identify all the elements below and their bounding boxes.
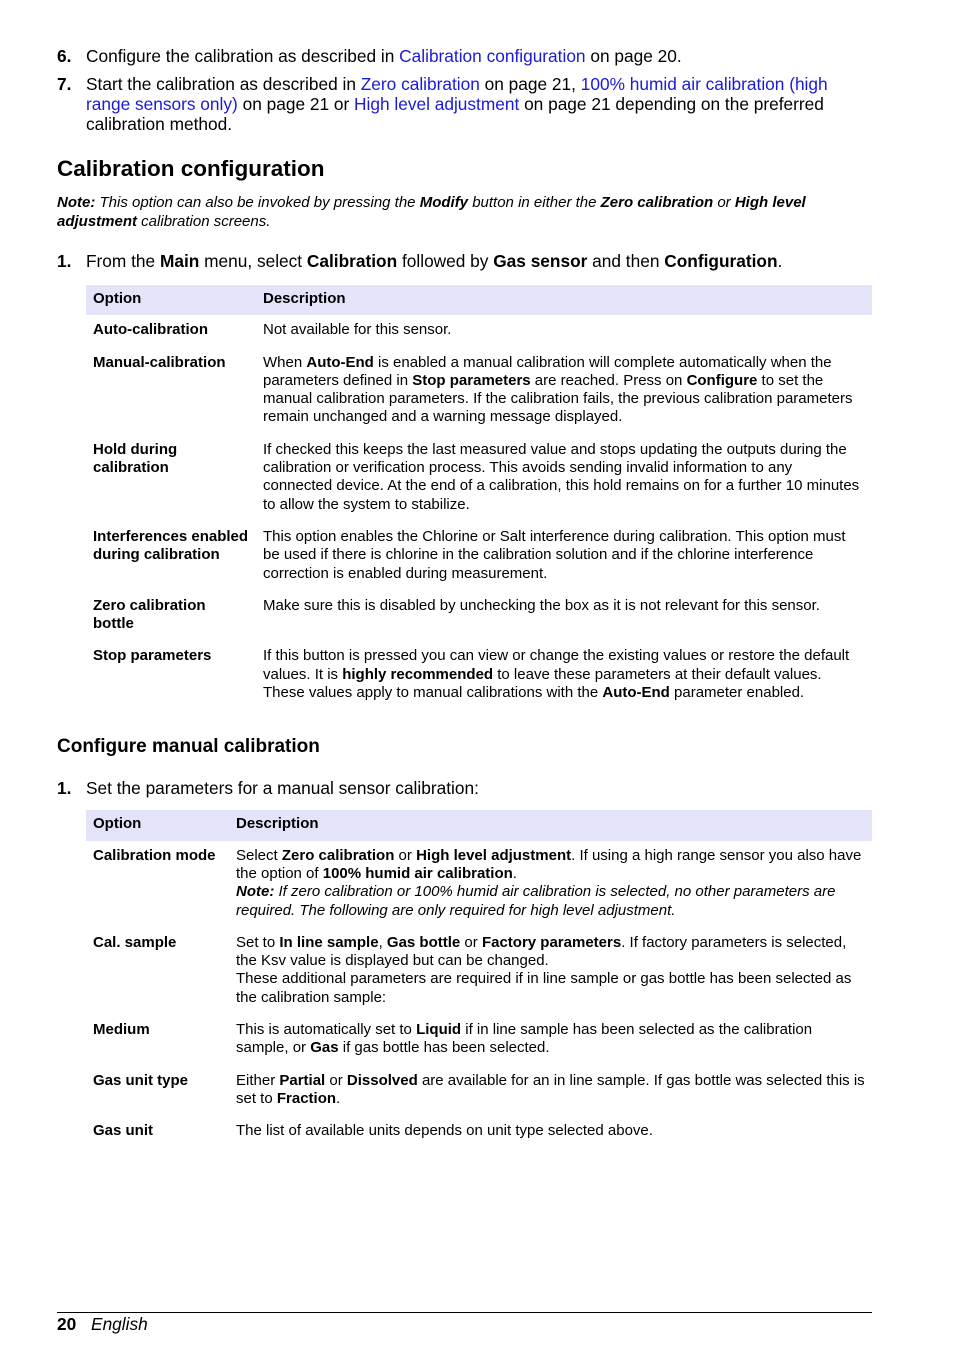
text-run: Configure xyxy=(686,371,758,389)
cross-reference-link[interactable]: Calibration configuration xyxy=(399,46,586,66)
description-cell xyxy=(256,315,872,347)
description-paragraph xyxy=(263,321,865,339)
numbered-step xyxy=(57,74,872,134)
cross-reference-link[interactable]: Zero calibration xyxy=(360,74,480,94)
text-run: 100% humid air calibration xyxy=(322,864,513,882)
description-cell xyxy=(256,435,872,522)
text-run: This option can also be invoked by pressing the xyxy=(95,194,420,211)
text-run: menu, select xyxy=(199,251,307,271)
option-cell: Zero calibration bottle xyxy=(93,596,206,633)
option-cell: Hold during calibration xyxy=(93,440,178,477)
text-run: High level adjustment xyxy=(57,194,806,230)
table-row xyxy=(86,522,872,591)
section2-step xyxy=(57,778,872,798)
text-run: Auto-End xyxy=(602,684,670,702)
option-cell: Auto-calibration xyxy=(93,321,208,339)
text-run: or xyxy=(713,194,735,211)
text-run: . xyxy=(777,251,783,271)
step-number: 1. xyxy=(57,778,72,799)
table-row xyxy=(86,348,872,435)
manual-calibration-table xyxy=(86,810,872,1148)
table-row xyxy=(86,1066,872,1117)
numbered-step xyxy=(57,778,872,798)
text-run: High level adjustment xyxy=(416,846,572,864)
text-run: Select xyxy=(236,846,282,864)
text-run: Partial xyxy=(279,1071,326,1089)
description-paragraph xyxy=(263,647,865,702)
cross-reference-link[interactable]: High level adjustment xyxy=(354,94,520,114)
table-row xyxy=(86,591,872,642)
text-run: These additional parameters are required if in line sample or gas bottle has been selected as the calibration sample: xyxy=(236,970,852,1006)
page-footer xyxy=(57,1312,872,1335)
text-run: . xyxy=(512,864,517,882)
text-run: to set the manual calibration parameters. If the calibration fails, the previous calibration parameters remain unchanged and a warning message displayed. xyxy=(263,371,853,426)
text-run: Modify xyxy=(419,194,469,211)
text-run: if gas bottle has been selected. xyxy=(338,1039,550,1057)
description-cell xyxy=(256,591,872,642)
section-heading-calibration-configuration: Calibration configuration xyxy=(57,156,325,181)
description-cell xyxy=(229,1015,872,1066)
section-heading-configure-manual-calibration: Configure manual calibration xyxy=(57,736,320,758)
description-paragraph xyxy=(236,1122,865,1140)
step-number: 1. xyxy=(57,251,72,271)
description-paragraph xyxy=(236,883,865,920)
text-run: Zero calibration xyxy=(600,194,714,211)
text-run: When xyxy=(263,353,307,371)
text-run: Calibration xyxy=(306,251,398,271)
description-paragraph xyxy=(236,934,865,971)
table-row xyxy=(86,1015,872,1066)
description-paragraph xyxy=(236,1072,865,1109)
text-run: . xyxy=(336,1089,341,1107)
option-cell: Interferences enabled during calibration xyxy=(93,527,249,564)
text-run: are available for an in line sample. If gas bottle was selected this is set to xyxy=(236,1071,865,1107)
description-cell xyxy=(229,1066,872,1117)
text-run: Configure the calibration as described in xyxy=(86,46,400,66)
table-row xyxy=(86,841,872,928)
text-run: are reached. Press on xyxy=(530,371,687,389)
text-run: followed by xyxy=(397,251,494,271)
text-run: Make sure this is disabled by unchecking the box as it is not relevant for this sensor. xyxy=(263,596,820,614)
text-run: on page 21 depending on the preferred calibration method. xyxy=(86,94,824,134)
description-cell xyxy=(229,928,872,1015)
table-row xyxy=(86,315,872,347)
text-run: Start the calibration as described in xyxy=(86,74,361,94)
text-run: Gas sensor xyxy=(493,251,588,271)
option-cell: Medium xyxy=(93,1021,150,1039)
description-paragraph xyxy=(236,970,865,1007)
text-run: highly recommended xyxy=(342,665,494,683)
section1-step xyxy=(57,251,872,271)
text-run: Note: xyxy=(236,883,275,901)
option-cell: Gas unit xyxy=(93,1122,154,1140)
description-paragraph xyxy=(263,354,865,427)
description-paragraph xyxy=(236,847,865,884)
text-run: Configuration xyxy=(664,251,778,271)
table-row xyxy=(86,1116,872,1148)
text-run: If zero calibration or 100% humid air calibration is selected, no other parameters are required. The following are only required for high level adjustment. xyxy=(236,883,836,919)
steps-list xyxy=(57,46,872,134)
option-cell: Cal. sample xyxy=(93,933,177,951)
description-paragraph xyxy=(263,441,865,514)
text-run: is enabled a manual calibration will complete automatically when the parameters defined in xyxy=(263,353,832,389)
text-run: Gas bottle xyxy=(386,933,461,951)
step-text xyxy=(86,778,872,798)
text-run: This is automatically set to xyxy=(236,1021,417,1039)
cross-reference-link[interactable]: 100% humid air calibration (high range sensors only) xyxy=(86,74,828,114)
text-run: , xyxy=(378,933,387,951)
text-run: calibration screens. xyxy=(137,212,271,230)
text-run: Set to xyxy=(236,933,280,951)
text-run: Dissolved xyxy=(346,1071,418,1089)
page-content xyxy=(57,46,872,1149)
text-run: or xyxy=(394,846,417,864)
option-cell: Manual-calibration xyxy=(93,353,226,371)
text-run: on page 21 or xyxy=(237,94,355,114)
text-run: Gas xyxy=(310,1039,339,1057)
text-run: Set the parameters for a manual sensor calibration: xyxy=(86,778,479,799)
description-cell xyxy=(229,841,872,928)
text-run: In line sample xyxy=(279,933,379,951)
option-cell: Gas unit type xyxy=(93,1071,189,1089)
footer-language: English xyxy=(91,1314,148,1334)
step-number: 6. xyxy=(57,46,72,66)
text-run: Not available for this sensor. xyxy=(263,321,452,339)
text-run: or xyxy=(460,933,482,951)
step-text xyxy=(86,46,872,66)
option-cell: Calibration mode xyxy=(93,846,216,864)
text-run: If this button is pressed you can view or change the existing values or restore the default values. It is xyxy=(263,647,850,683)
text-run: Stop parameters xyxy=(412,371,531,389)
text-run: Fraction xyxy=(276,1089,337,1107)
table-row xyxy=(86,435,872,522)
text-run: The list of available units depends on unit type selected above. xyxy=(236,1122,653,1140)
text-run: Note: xyxy=(57,194,96,211)
text-run: Zero calibration xyxy=(281,846,395,864)
text-run: or xyxy=(325,1071,347,1089)
description-paragraph xyxy=(236,1021,865,1058)
text-run: Liquid xyxy=(416,1021,462,1039)
column-header-option: Option xyxy=(86,285,256,315)
step-number: 7. xyxy=(57,74,72,94)
column-header-description: Description xyxy=(256,285,872,315)
description-cell xyxy=(256,522,872,591)
description-cell xyxy=(229,1116,872,1148)
text-run: Factory parameters xyxy=(481,933,622,951)
note-paragraph xyxy=(57,194,872,231)
description-cell xyxy=(256,641,872,710)
text-run: parameter enabled. xyxy=(669,684,805,702)
text-run: . If factory parameters is selected, the Ksv value is displayed but can be changed. xyxy=(236,933,847,970)
text-run: on page 20. xyxy=(585,46,682,66)
numbered-step xyxy=(57,251,872,271)
text-run: Main xyxy=(159,251,200,271)
option-cell: Stop parameters xyxy=(93,647,212,665)
text-run: to leave these parameters at their default values. These values apply to manual calibrations with the xyxy=(263,665,822,702)
numbered-step xyxy=(57,46,872,66)
text-run: If checked this keeps the last measured value and stops updating the outputs during the calibration or verification process. This avoids sending invalid information to any connected device. At the end of a calibration, this hold remains on for a further 10 minutes to allow the system to stabilize. xyxy=(263,440,860,513)
text-run: if in line sample has been selected as the calibration sample, or xyxy=(236,1021,813,1057)
description-paragraph xyxy=(263,528,865,583)
text-run: button in either the xyxy=(468,194,601,211)
table-row xyxy=(86,641,872,710)
text-run: Auto-End xyxy=(306,353,374,371)
column-header-option: Option xyxy=(86,810,229,840)
description-cell xyxy=(256,348,872,435)
step-text xyxy=(86,251,872,271)
column-header-description: Description xyxy=(229,810,872,840)
description-paragraph xyxy=(263,597,865,615)
text-run: This option enables the Chlorine or Salt interference during calibration. This option must be used if there is chlorine in the calibration solution and if the chlorine interference correction is enabled during measurement. xyxy=(263,527,846,582)
page-number: 20 xyxy=(57,1314,77,1334)
text-run: on page 21, xyxy=(479,74,581,94)
calibration-configuration-table xyxy=(86,285,872,710)
step-text xyxy=(86,74,872,134)
text-run: From the xyxy=(86,251,160,271)
table-row xyxy=(86,928,872,1015)
text-run: and then xyxy=(587,251,665,271)
text-run: . If using a high range sensor you also have the option of xyxy=(236,846,862,882)
text-run: Either xyxy=(236,1071,280,1089)
